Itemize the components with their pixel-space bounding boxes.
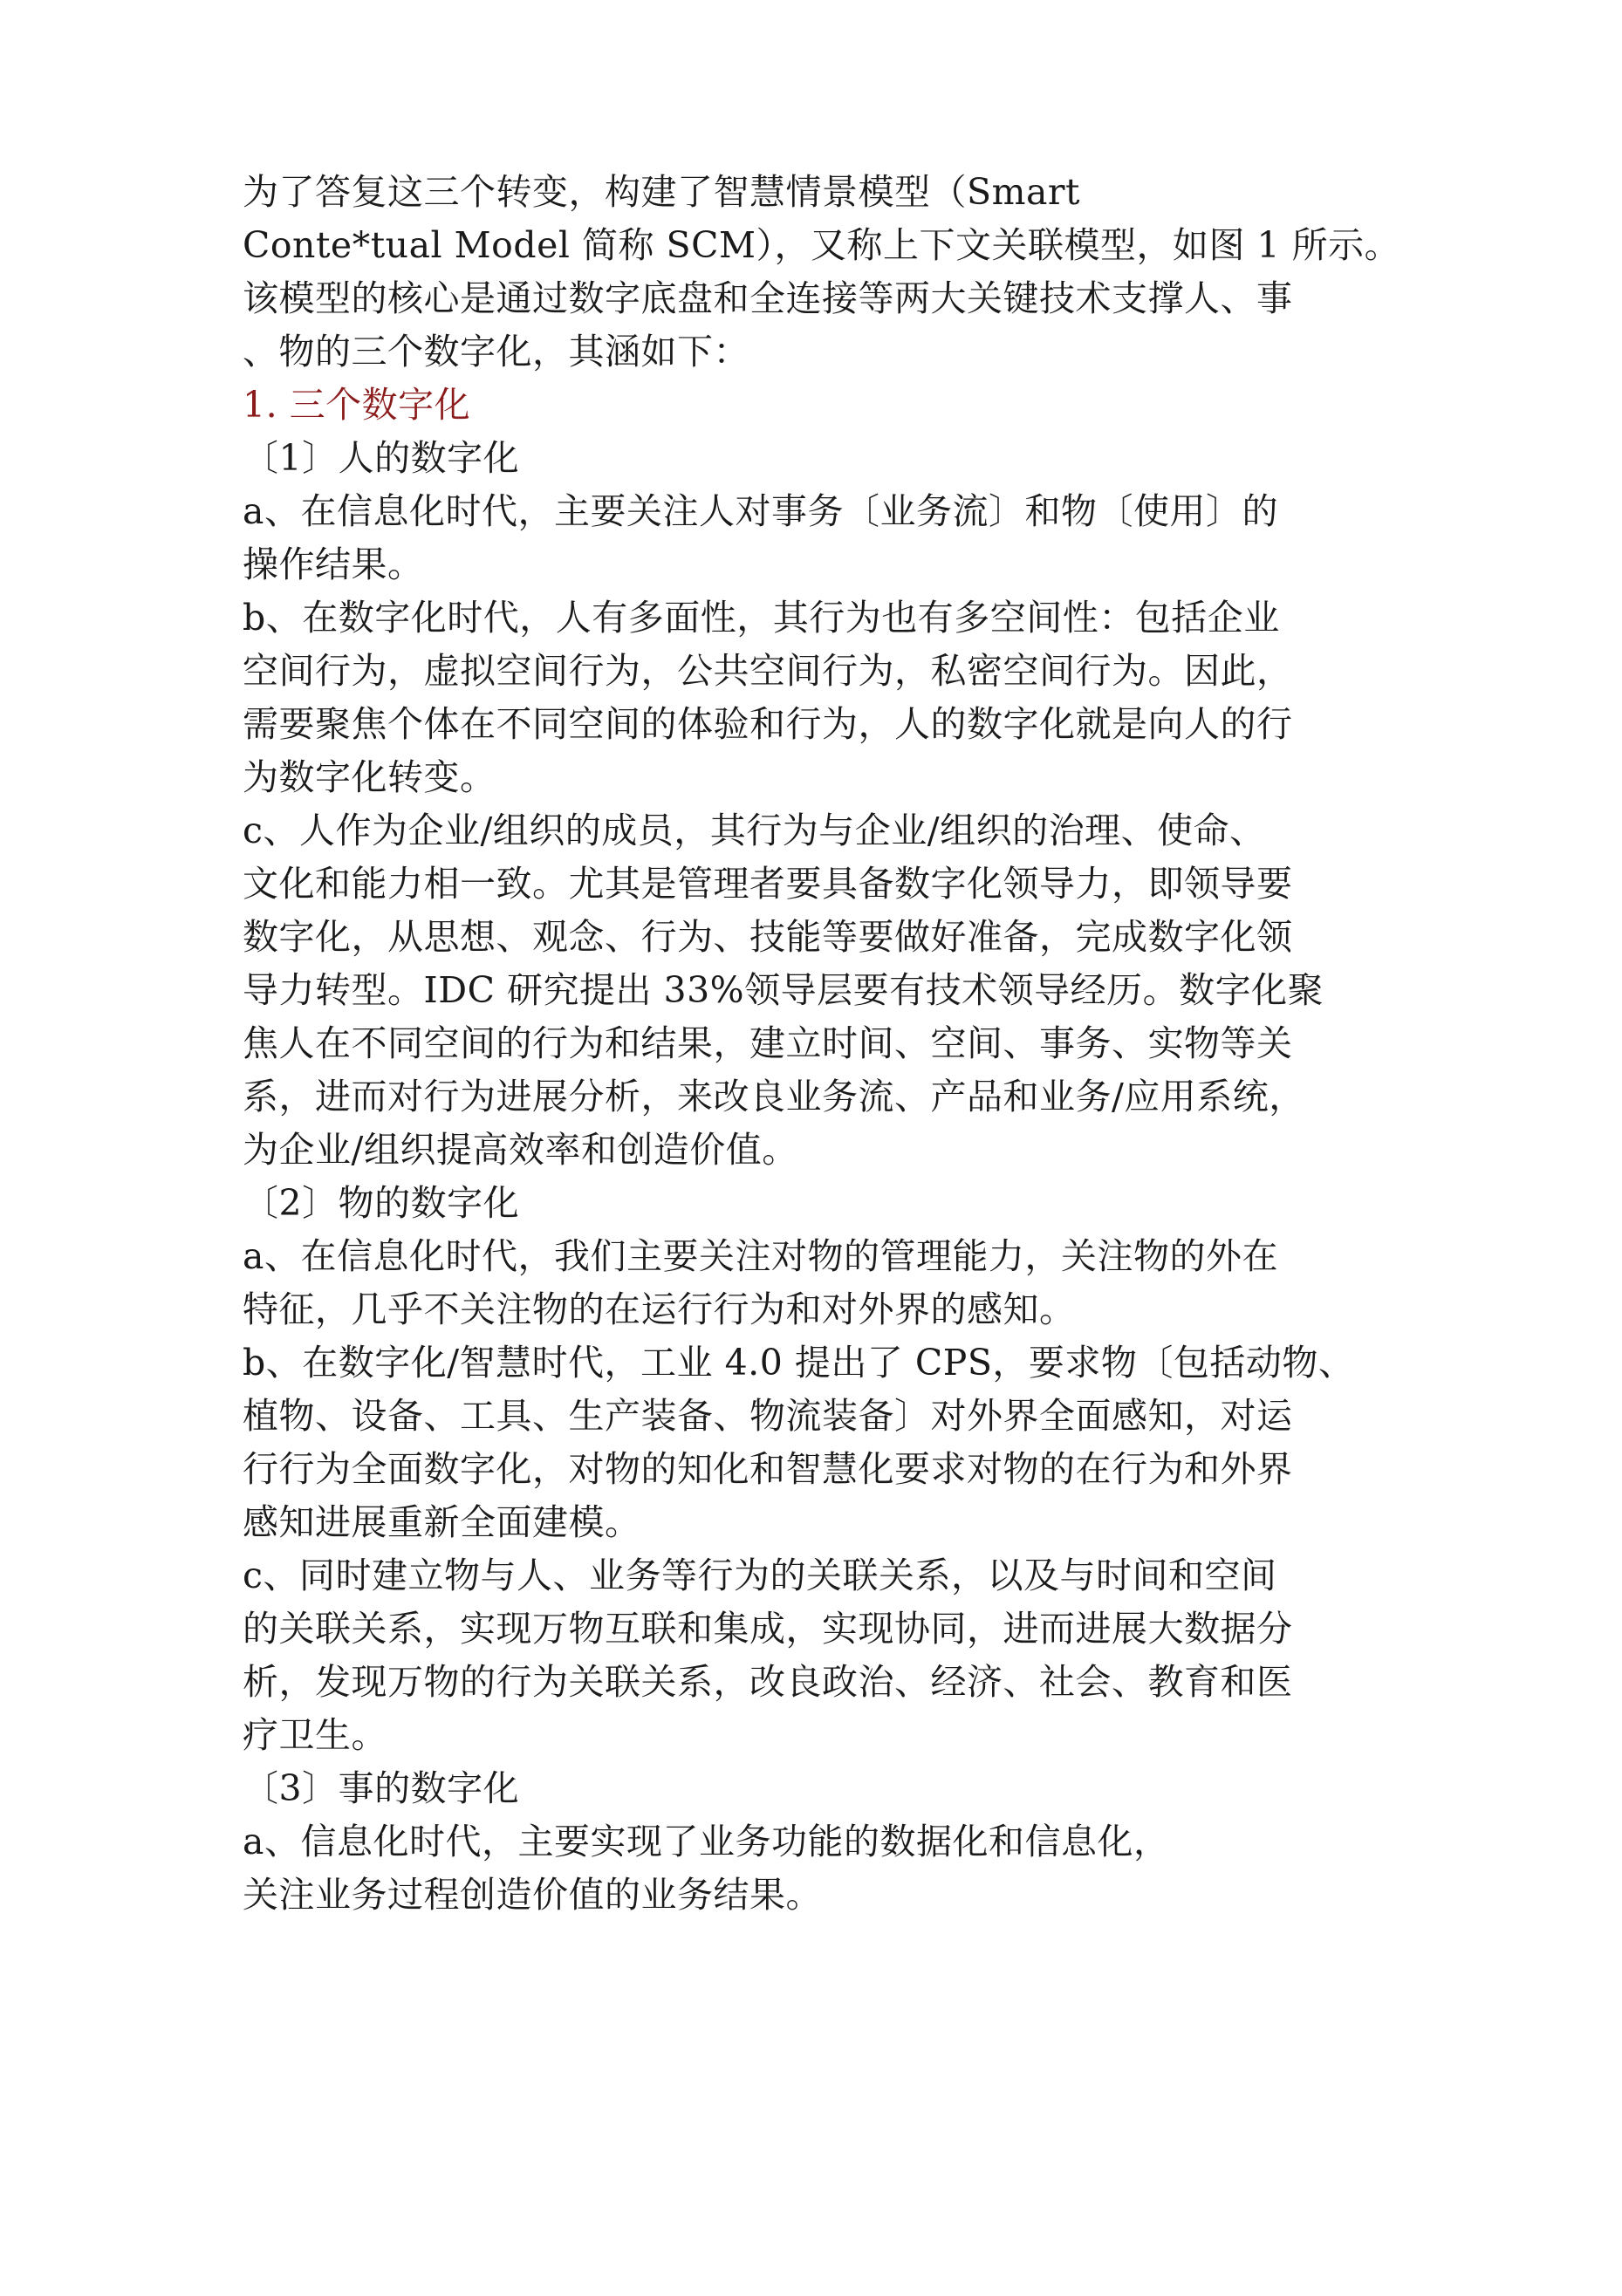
text-line: b、在数字化/智慧时代，工业 4.0 提出了 CPS，要求物〔包括动物、 <box>243 1342 1355 1384</box>
text-line: 疗卫生。 <box>243 1714 387 1756</box>
subsection-heading: 〔1〕人的数字化 <box>243 437 520 479</box>
text-line: 文化和能力相一致。尤其是管理者要具备数字化领导力，即领导要 <box>243 863 1293 905</box>
text-line: 焦人在不同空间的行为和结果，建立时间、空间、事务、实物等关 <box>243 1022 1293 1064</box>
text-line: c、同时建立物与人、业务等行为的关联关系，以及与时间和空间 <box>243 1555 1277 1596</box>
text-line: b、在数字化时代，人有多面性，其行为也有多空间性：包括企业 <box>243 597 1280 639</box>
text-line: 的关联关系，实现万物互联和集成，实现协同，进而进展大数据分 <box>243 1608 1293 1650</box>
section-heading: 1. 三个数字化 <box>243 384 471 426</box>
text-line: a、信息化时代，主要实现了业务功能的数据化和信息化， <box>243 1821 1170 1862</box>
text-line: c、人作为企业/组织的成员，其行为与企业/组织的治理、使命、 <box>243 810 1266 851</box>
text-line: 需要聚焦个体在不同空间的体验和行为，人的数字化就是向人的行 <box>243 703 1293 745</box>
text-line: 数字化，从思想、观念、行为、技能等要做好准备，完成数字化领 <box>243 916 1293 958</box>
text-line: 空间行为，虚拟空间行为，公共空间行为，私密空间行为。因此， <box>243 650 1293 692</box>
text-line: Conte*tual Model 简称 SCM），又称上下文关联模型，如图 1 所示。 <box>243 224 1401 266</box>
text-line: 该模型的核心是通过数字底盘和全连接等两大关键技术支撑人、事 <box>243 277 1293 319</box>
text-line: 、物的三个数字化，其涵如下： <box>243 331 749 372</box>
text-line: 感知进展重新全面建模。 <box>243 1501 641 1543</box>
text-line: 析，发现万物的行为关联关系，改良政治、经济、社会、教育和医 <box>243 1661 1293 1703</box>
text-line: 系，进而对行为进展分析，来改良业务流、产品和业务/应用系统， <box>243 1076 1305 1117</box>
subsection-heading: 〔2〕物的数字化 <box>243 1182 520 1224</box>
text-line: 特征，几乎不关注物的在运行行为和对外界的感知。 <box>243 1288 1076 1330</box>
text-line: 为数字化转变。 <box>243 756 496 798</box>
text-line: a、在信息化时代，主要关注人对事务〔业务流〕和物〔使用〕的 <box>243 490 1278 532</box>
text-line: 行行为全面数字化，对物的知化和智慧化要求对物的在行为和外界 <box>243 1448 1293 1490</box>
text-line: 植物、设备、工具、生产装备、物流装备〕对外界全面感知，对运 <box>243 1395 1293 1437</box>
text-line: 导力转型。IDC 研究提出 33%领导层要有技术领导经历。数字化聚 <box>243 969 1324 1011</box>
text-line: 为了答复这三个转变，构建了智慧情景模型（Smart <box>243 171 1080 213</box>
text-line: 为企业/组织提高效率和创造价值。 <box>243 1129 798 1171</box>
document-body <box>243 166 1420 1922</box>
text-line: 关注业务过程创造价值的业务结果。 <box>243 1874 822 1916</box>
subsection-heading: 〔3〕事的数字化 <box>243 1767 520 1809</box>
text-line: a、在信息化时代，我们主要关注对物的管理能力，关注物的外在 <box>243 1235 1278 1277</box>
text-line: 操作结果。 <box>243 543 424 585</box>
